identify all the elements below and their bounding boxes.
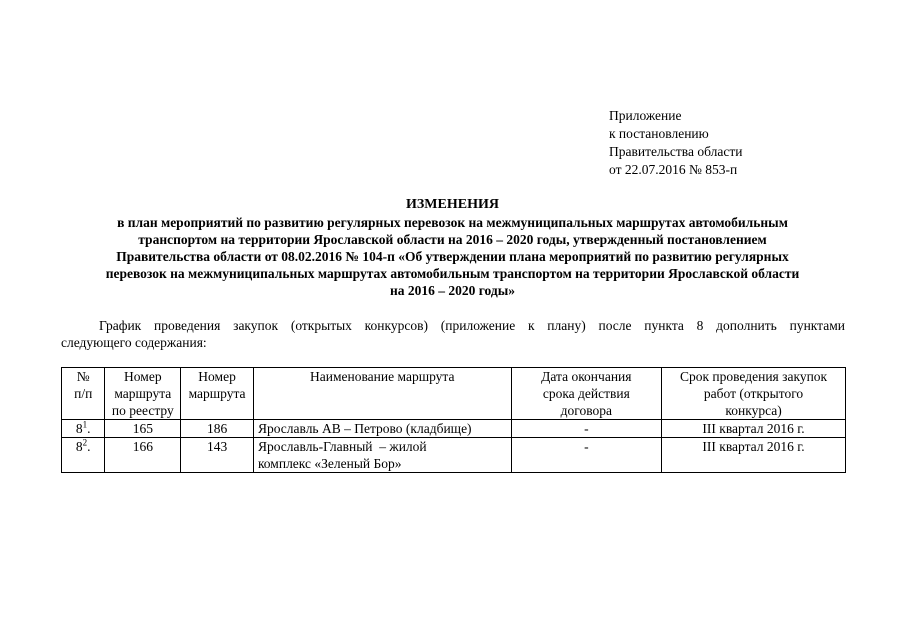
- cell-end-date: -: [511, 420, 662, 438]
- cell-procurement-term: III квартал 2016 г.: [662, 420, 846, 438]
- paragraph-line: следующего содержания:: [61, 335, 207, 350]
- cell-route-number: 143: [181, 438, 254, 473]
- appendix-line: Правительства области: [609, 144, 743, 159]
- cell-num: $8^1$.: [62, 420, 105, 438]
- table-row: [62, 420, 846, 438]
- cell-route-name: Ярославль АВ – Петрово (кладбище): [253, 420, 511, 438]
- cell-procurement-term: III квартал 2016 г.: [662, 438, 846, 473]
- cell-num: $8^2$.: [62, 438, 105, 473]
- document-title-line: перевозок на межмуниципальных маршрутах автомобильным транспортом на территории Ярославской области: [105, 266, 800, 281]
- cell-end-date: -: [511, 438, 662, 473]
- paragraph-line: График проведения закупок (открытых конкурсов) (приложение к плану) после пункта 8 дополнить пунктами: [99, 318, 845, 333]
- document-title-line: Правительства области от 08.02.2016 № 104-п «Об утверждении плана мероприятий по развитию регулярных: [116, 249, 789, 264]
- header-route-name: Наименование маршрута: [253, 368, 511, 420]
- table-header-row: [62, 368, 846, 420]
- document-title: [50, 196, 855, 299]
- document-title-main: ИЗМЕНЕНИЯ: [406, 197, 499, 212]
- cell-route-number: 186: [181, 420, 254, 438]
- body-paragraph: [61, 317, 845, 351]
- header-procurement-term: Срок проведения закупок работ (открытого конкурса): [662, 368, 846, 420]
- cell-registry-number: 166: [105, 438, 181, 473]
- table-row: [62, 438, 846, 473]
- header-num: № п/п: [62, 368, 105, 420]
- header-route-number: Номер маршрута: [181, 368, 254, 420]
- header-end-date: Дата окончания срока действия договора: [511, 368, 662, 420]
- cell-registry-number: 165: [105, 420, 181, 438]
- appendix-line: Приложение: [609, 108, 682, 123]
- header-registry-number: Номер маршрута по реестру: [105, 368, 181, 420]
- cell-route-name: Ярославль-Главный – жилой комплекс «Зеленый Бор»: [253, 438, 511, 473]
- appendix-line: от 22.07.2016 № 853-п: [609, 162, 738, 177]
- appendix-block: [609, 107, 742, 179]
- document-title-line: транспортом на территории Ярославской области на 2016 – 2020 годы, утвержденный постановлением: [138, 232, 767, 247]
- appendix-line: к постановлению: [609, 126, 709, 141]
- document-title-line: на 2016 – 2020 годы»: [389, 283, 516, 298]
- routes-table: [61, 367, 846, 473]
- document-title-line: в план мероприятий по развитию регулярных перевозок на межмуниципальных маршрутах автомобильным: [117, 215, 788, 230]
